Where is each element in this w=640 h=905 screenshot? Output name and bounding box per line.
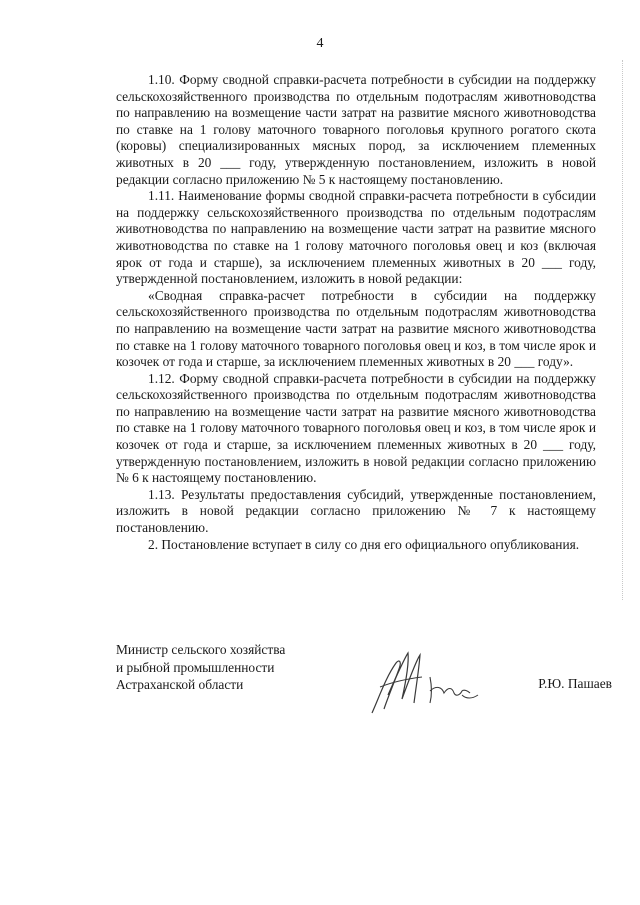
scan-edge-line xyxy=(622,60,624,600)
signatory-position-line: Астраханской области xyxy=(116,677,244,692)
paragraph-2: 2. Постановление вступает в силу со дня его официального опубликования. xyxy=(148,536,580,552)
signatory-position-line: Министр сельского хозяйства xyxy=(116,642,286,657)
signature-block xyxy=(116,641,612,721)
signatory-position-line: и рыбной промышленности xyxy=(116,659,275,675)
page-number: 4 xyxy=(316,36,324,51)
signatory-name: Р.Ю. Пашаев xyxy=(538,676,612,691)
paragraph-1-12: 1.12. Форму сводной справки-расчета потребности в субсидии на поддержку сельскохозяйственного производства по отдельным подотраслям животноводства по направлению на возмещение части затрат на развитие мясного животноводства по ставке на 1 голову маточного товарного поголовья овец и коз, в том числе ярок и козочек от года и старше, за исключением племенных животных в 20 ___ году, утвержденную постановлением, изложить в новой редакции согласно приложению № 6 к настоящему постановлению. xyxy=(116,370,596,486)
document-body xyxy=(116,72,596,553)
paragraph-1-10: 1.10. Форму сводной справки-расчета потребности в субсидии на поддержку сельскохозяйственного производства по отдельным подотраслям животноводства по направлению на возмещение части затрат на развитие мясного животноводства по ставке на 1 голову маточного товарного поголовья крупного рогатого скота (коровы) специализированных мясных пород, за исключением племенных животных в 20 ___ году, утвержденную постановлением, изложить в новой редакции согласно приложению № 5 к настоящему постановлению. xyxy=(116,72,596,187)
paragraph-1-11: 1.11. Наименование формы сводной справки-расчета потребности в субсидии на поддержку сельскохозяйственного производства по отдельным подотраслям животноводства по направлению на возмещение части затрат на развитие мясного животноводства по ставке на 1 голову маточного поголовья овец и коз (включая ярок от года и старше), за исключением племенных животных в 20 ___ году, утвержденной постановлением, изложить в новой редакции: xyxy=(116,188,596,287)
paragraph-quoted-title: «Сводная справка-расчет потребности в субсидии на поддержку сельскохозяйственного производства по отдельным подотраслям животноводства по направлению на возмещение части затрат на развитие мясного животноводства по ставке на 1 голову маточного товарного поголовья овец и коз, в том числе ярок и козочек от года и старше, за исключением племенных животных в 20 ___ году». xyxy=(116,287,596,370)
paragraph-1-13: 1.13. Результаты предоставления субсидий, утвержденные постановлением, изложить в новой редакции согласно приложению № 7 к настоящему постановлению. xyxy=(116,486,596,536)
signatory-position xyxy=(116,641,285,694)
handwritten-signature xyxy=(366,647,496,719)
